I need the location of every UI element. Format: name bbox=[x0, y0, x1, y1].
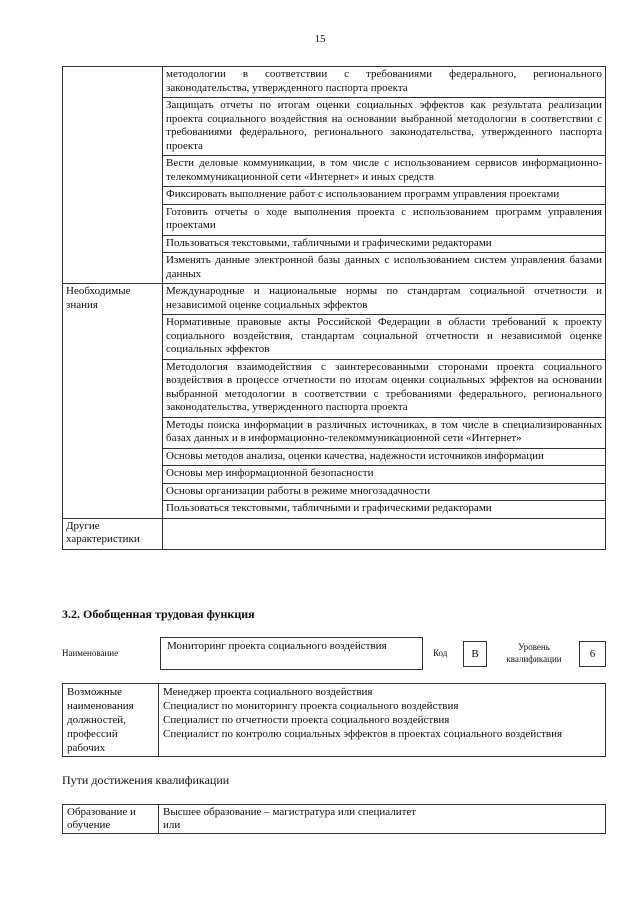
position-item: Менеджер проекта социального воздействия bbox=[163, 686, 373, 698]
section-heading: 3.2. Обобщенная трудовая функция bbox=[62, 607, 255, 621]
education-line: или bbox=[163, 819, 181, 831]
positions-table bbox=[62, 683, 606, 757]
education-value bbox=[159, 805, 606, 834]
knowledge-item: Методология взаимодействия с заинтересованными сторонами проекта социального воздействия в процессе отчетности по итогам оценки социальных эффектов на основании выбранной методологии в соответствии с требованиями федерального, регионального законодательства, утвержденного паспорта проекта bbox=[163, 359, 606, 417]
table-row bbox=[63, 518, 606, 549]
positions-list bbox=[159, 684, 606, 757]
education-line: Высшее образование – магистратура или специалитет bbox=[163, 806, 417, 818]
code-label: Код bbox=[433, 648, 448, 658]
table-row bbox=[63, 684, 606, 757]
page-number: 15 bbox=[314, 33, 326, 45]
position-item: Специалист по отчетности проекта социального воздействия bbox=[163, 714, 450, 726]
skill-item: Готовить отчеты о ходе выполнения проекта с использованием программ управления проектами bbox=[163, 204, 606, 235]
table-row bbox=[63, 284, 606, 315]
table-row bbox=[63, 805, 606, 834]
qualification-paths-heading: Пути достижения квалификации bbox=[62, 773, 230, 787]
skill-item: Защищать отчеты по итогам оценки социальных эффектов как результата реализации проекта социального воздействия на основании выбранной методологии в соответствии с требованиями федерального, регионального законодательства, утвержденного паспорта проекта bbox=[163, 98, 606, 156]
skill-item: Изменять данные электронной базы данных с использованием систем управления базами данных bbox=[163, 253, 606, 284]
function-name-box: Мониторинг проекта социального воздействия bbox=[160, 637, 423, 670]
position-item: Специалист по мониторингу проекта социального воздействия bbox=[163, 700, 459, 712]
skill-item: методологии в соответствии с требованиями федерального, регионального законодательства, утвержденного паспорта проекта bbox=[163, 67, 606, 98]
knowledge-label: Необходимые знания bbox=[63, 284, 163, 519]
skill-item: Пользоваться текстовыми, табличными и графическими редакторами bbox=[163, 235, 606, 253]
table-row bbox=[63, 67, 606, 98]
name-label: Наименование bbox=[62, 648, 119, 658]
education-table bbox=[62, 804, 606, 834]
code-box: B bbox=[463, 641, 487, 667]
knowledge-item: Международные и национальные нормы по стандартам социальной отчетности и независимой оценке социальных эффектов bbox=[163, 284, 606, 315]
qualification-level-box: 6 bbox=[579, 641, 606, 667]
knowledge-item: Нормативные правовые акты Российской Федерации в области требований к проекту социального воздействия, стандартам социальной отчетности и независимой оценке социальных эффектов bbox=[163, 315, 606, 360]
knowledge-item: Методы поиска информации в различных источниках, в том числе в специализированных базах данных и в информационно-телекоммуникационной сети «Интернет» bbox=[163, 417, 606, 448]
skills-label-cell bbox=[63, 67, 163, 284]
other-characteristics-value bbox=[163, 518, 606, 549]
skill-item: Вести деловые коммуникации, в том числе с использованием сервисов информационно-телекоммуникационной сети «Интернет» и иных средств bbox=[163, 156, 606, 187]
knowledge-item: Основы организации работы в режиме многозадачности bbox=[163, 483, 606, 501]
skill-item: Фиксировать выполнение работ с использованием программ управления проектами bbox=[163, 187, 606, 205]
skills-knowledge-table bbox=[62, 66, 606, 550]
knowledge-item: Основы мер информационной безопасности bbox=[163, 466, 606, 484]
knowledge-item: Основы методов анализа, оценки качества, надежности источников информации bbox=[163, 448, 606, 466]
education-label: Образование и обучение bbox=[63, 805, 159, 834]
knowledge-item: Пользоваться текстовыми, табличными и графическими редакторами bbox=[163, 501, 606, 519]
qualification-level-label: Уровень квалификации bbox=[506, 642, 562, 664]
other-characteristics-label: Другие характеристики bbox=[63, 518, 163, 549]
position-item: Специалист по контролю социальных эффектов в проектах социального воздействия bbox=[163, 728, 563, 740]
positions-label: Возможные наименования должностей, профессий рабочих bbox=[63, 684, 159, 757]
